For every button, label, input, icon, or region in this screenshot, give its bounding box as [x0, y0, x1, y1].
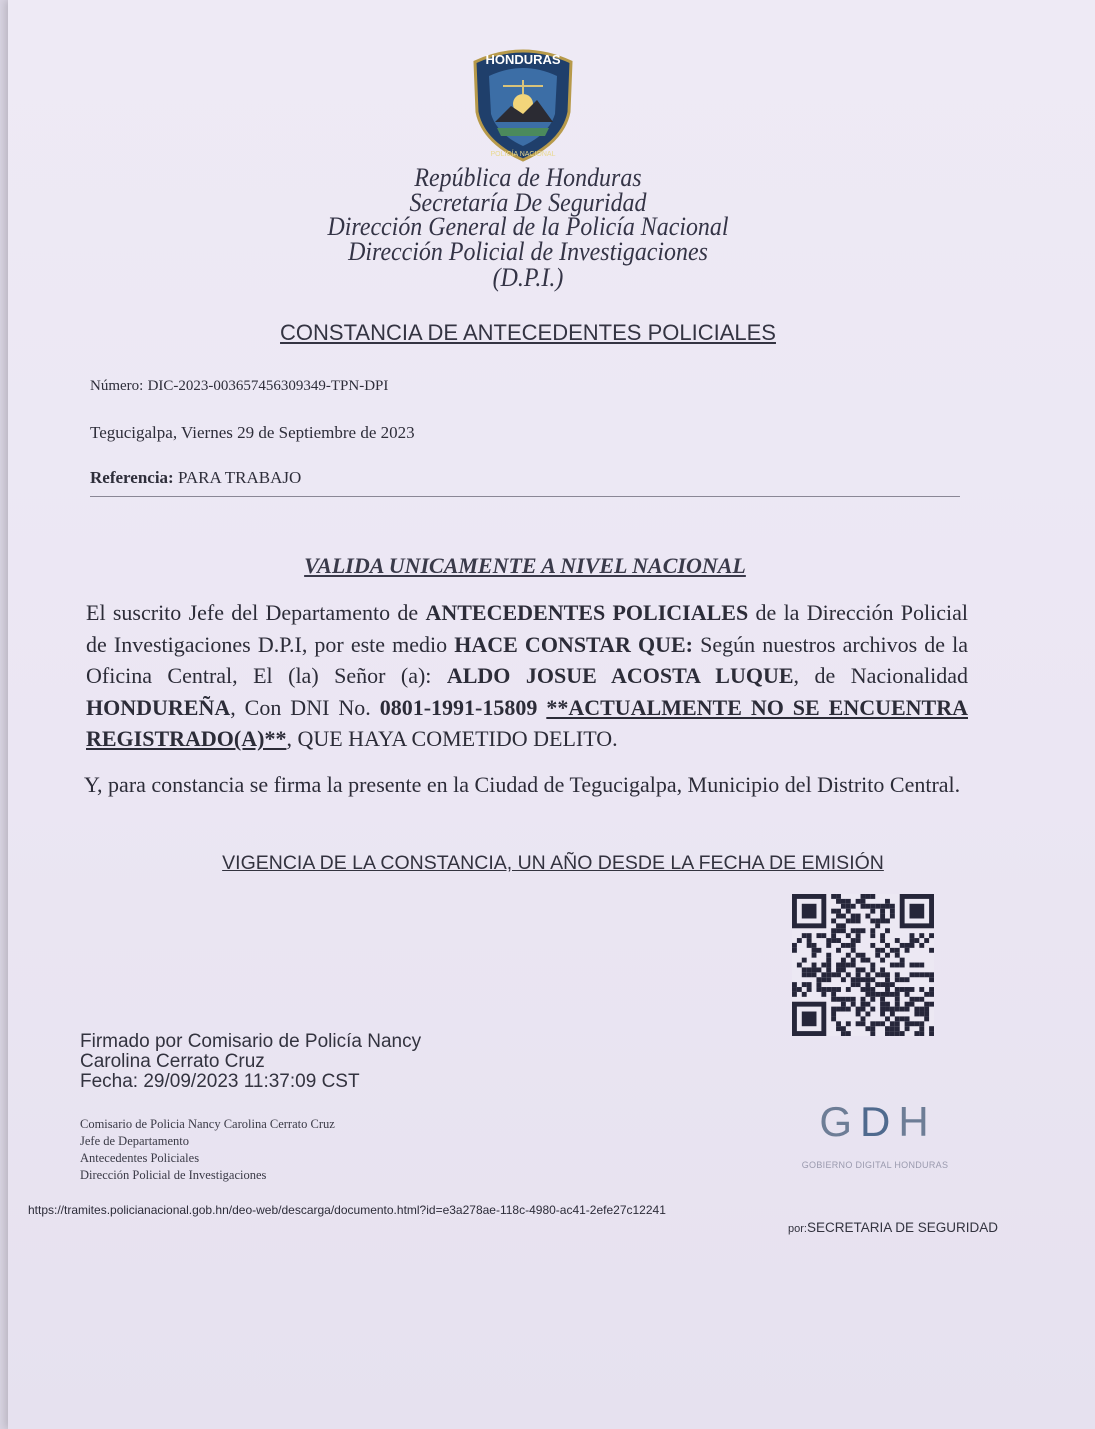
- place-label: Tegucigalpa,: [90, 423, 178, 442]
- body-dept: ANTECEDENTES POLICIALES: [425, 600, 749, 625]
- verification-url[interactable]: https://tramites.policianacional.gob.hn/deo-web/descarga/documento.html?id=e3a278ae-118c-4980-ac41-2efe27c12241: [28, 1203, 666, 1217]
- body-text-f: , de Nacionalidad: [793, 663, 968, 688]
- dni-number: 0801-1991-15809: [379, 694, 538, 720]
- digital-signature-line-3: Fecha: 29/09/2023 11:37:09 CST: [80, 1071, 360, 1092]
- body-text-h: [537, 695, 546, 720]
- header-line-4: Dirección Policial de Investigaciones: [348, 237, 708, 266]
- signing-paragraph: Y, para constancia se firma la presente en la Ciudad de Tegucigalpa, Municipio del Distrito Central.: [84, 772, 961, 797]
- divider: [90, 496, 960, 497]
- nationality: HONDUREÑA: [86, 694, 231, 720]
- digital-signature: [80, 1032, 421, 1092]
- seal-text-top: HONDURAS: [485, 52, 561, 67]
- referencia-value: PARA TRABAJO: [177, 468, 302, 487]
- body-text-c: de la Dirección Policial de Investigaciones D.P.I, por este medio: [86, 600, 968, 657]
- numero-row: [90, 375, 388, 395]
- body-text-i: , QUE HAYA COMETIDO DELITO.: [286, 726, 618, 751]
- header-line-1: República de Honduras: [414, 163, 642, 192]
- footer-por: por:: [788, 1223, 807, 1235]
- body-text-e: Según nuestros archivos de la Oficina Central, El (la) Señor (a):: [86, 631, 968, 688]
- numero-value: DIC-2023-003657456309349-TPN-DPI: [147, 378, 389, 394]
- digital-signature-line-2: Carolina Cerrato Cruz: [80, 1051, 265, 1072]
- header-line-2: Secretaría De Seguridad: [409, 188, 647, 217]
- header-line-3: Dirección General de la Policía Nacional: [327, 212, 729, 241]
- referencia-row: [90, 468, 301, 488]
- document-title: CONSTANCIA DE ANTECEDENTES POLICIALES: [280, 320, 776, 345]
- digital-signature-line-1: Firmado por Comisario de Policía Nancy: [80, 1031, 422, 1052]
- gdh-letter-d: D: [859, 1098, 899, 1145]
- certification-paragraph: [86, 597, 968, 755]
- body-text-a: El suscrito Jefe del Departamento de: [86, 600, 426, 625]
- place-date-row: [90, 423, 415, 443]
- document-page: [8, 0, 1095, 1429]
- person-name: ALDO JOSUE ACOSTA LUQUE: [446, 663, 794, 688]
- signatory-line-3: Antecedentes Policiales: [80, 1151, 200, 1165]
- police-seal-logo: [463, 42, 583, 162]
- signatory-line-2: Jefe de Departamento: [80, 1134, 189, 1148]
- footer-agency-name: SECRETARIA DE SEGURIDAD: [806, 1220, 999, 1235]
- date-value: Viernes 29 de Septiembre de 2023: [181, 423, 415, 442]
- vigencia-notice: VIGENCIA DE LA CONSTANCIA, UN AÑO DESDE LA FECHA DE EMISIÓN: [222, 852, 884, 874]
- body-hace-constar: HACE CONSTAR QUE:: [454, 631, 693, 657]
- referencia-label: Referencia:: [90, 468, 174, 487]
- gdh-letter-g: G: [819, 1098, 860, 1145]
- signatory-line-1: Comisario de Policia Nancy Carolina Cerrato Cruz: [80, 1117, 335, 1131]
- valida-heading: VALIDA UNICAMENTE A NIVEL NACIONAL: [304, 553, 746, 578]
- seal-text-bottom: POLICÍA NACIONAL: [490, 151, 556, 158]
- footer-agency: [788, 1220, 998, 1235]
- signatory-block: [80, 1116, 335, 1184]
- record-status: **ACTUALMENTE NO SE ENCUENTRA REGISTRADO(A)**: [86, 694, 968, 751]
- gdh-subtitle: GOBIERNO DIGITAL HONDURAS: [801, 1160, 949, 1170]
- qr-code[interactable]: [790, 894, 936, 1036]
- signatory-line-4: Dirección Policial de Investigaciones: [80, 1168, 267, 1182]
- gdh-logo: [803, 1098, 953, 1146]
- numero-label: Número:: [90, 378, 144, 394]
- gdh-letter-h: H: [898, 1098, 937, 1145]
- body-text-g: , Con DNI No.: [230, 694, 380, 720]
- header-line-5: (D.P.I.): [492, 263, 564, 292]
